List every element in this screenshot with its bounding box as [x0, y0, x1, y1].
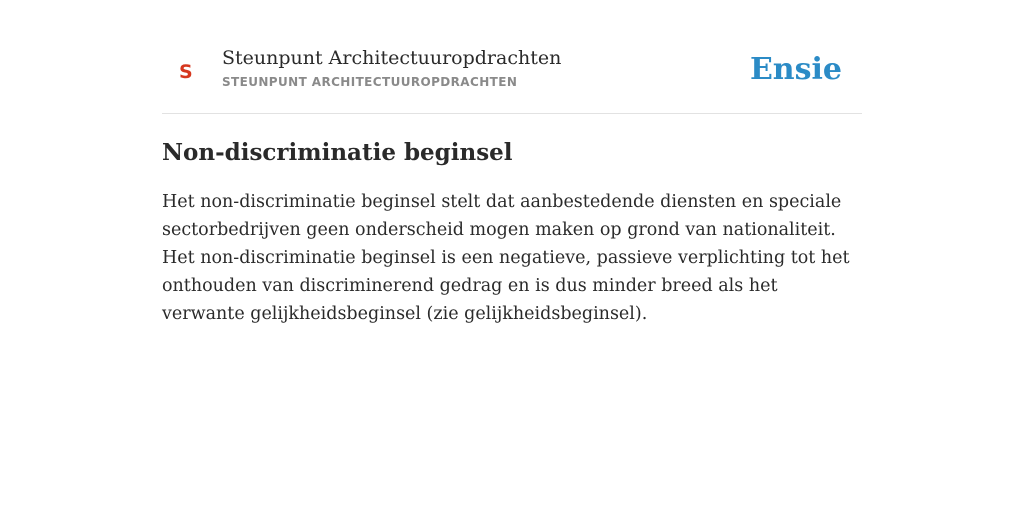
brand-logo[interactable]: Ensie: [749, 52, 842, 87]
source-title[interactable]: Steunpunt Architectuuropdrachten: [222, 47, 562, 69]
card-header: [162, 40, 862, 114]
definition-card: [162, 40, 862, 328]
term-title: Non-discriminatie beginsel: [162, 139, 513, 166]
source-logo: S: [179, 61, 193, 83]
term-definition: Het non-discriminatie beginsel stelt dat aanbestedende diensten en speciale sectorbedrijven geen onderscheid mogen maken op grond van nationaliteit. Het non-discriminatie beginsel is een negatieve, passieve verplichting tot het onthouden van discriminerend gedrag en is dus minder breed als het verwante gelijkheidsbeginsel (zie gelijkheidsbeginsel).: [162, 192, 850, 324]
source-subtitle: STEUNPUNT ARCHITECTUUROPDRACHTEN: [222, 75, 518, 89]
